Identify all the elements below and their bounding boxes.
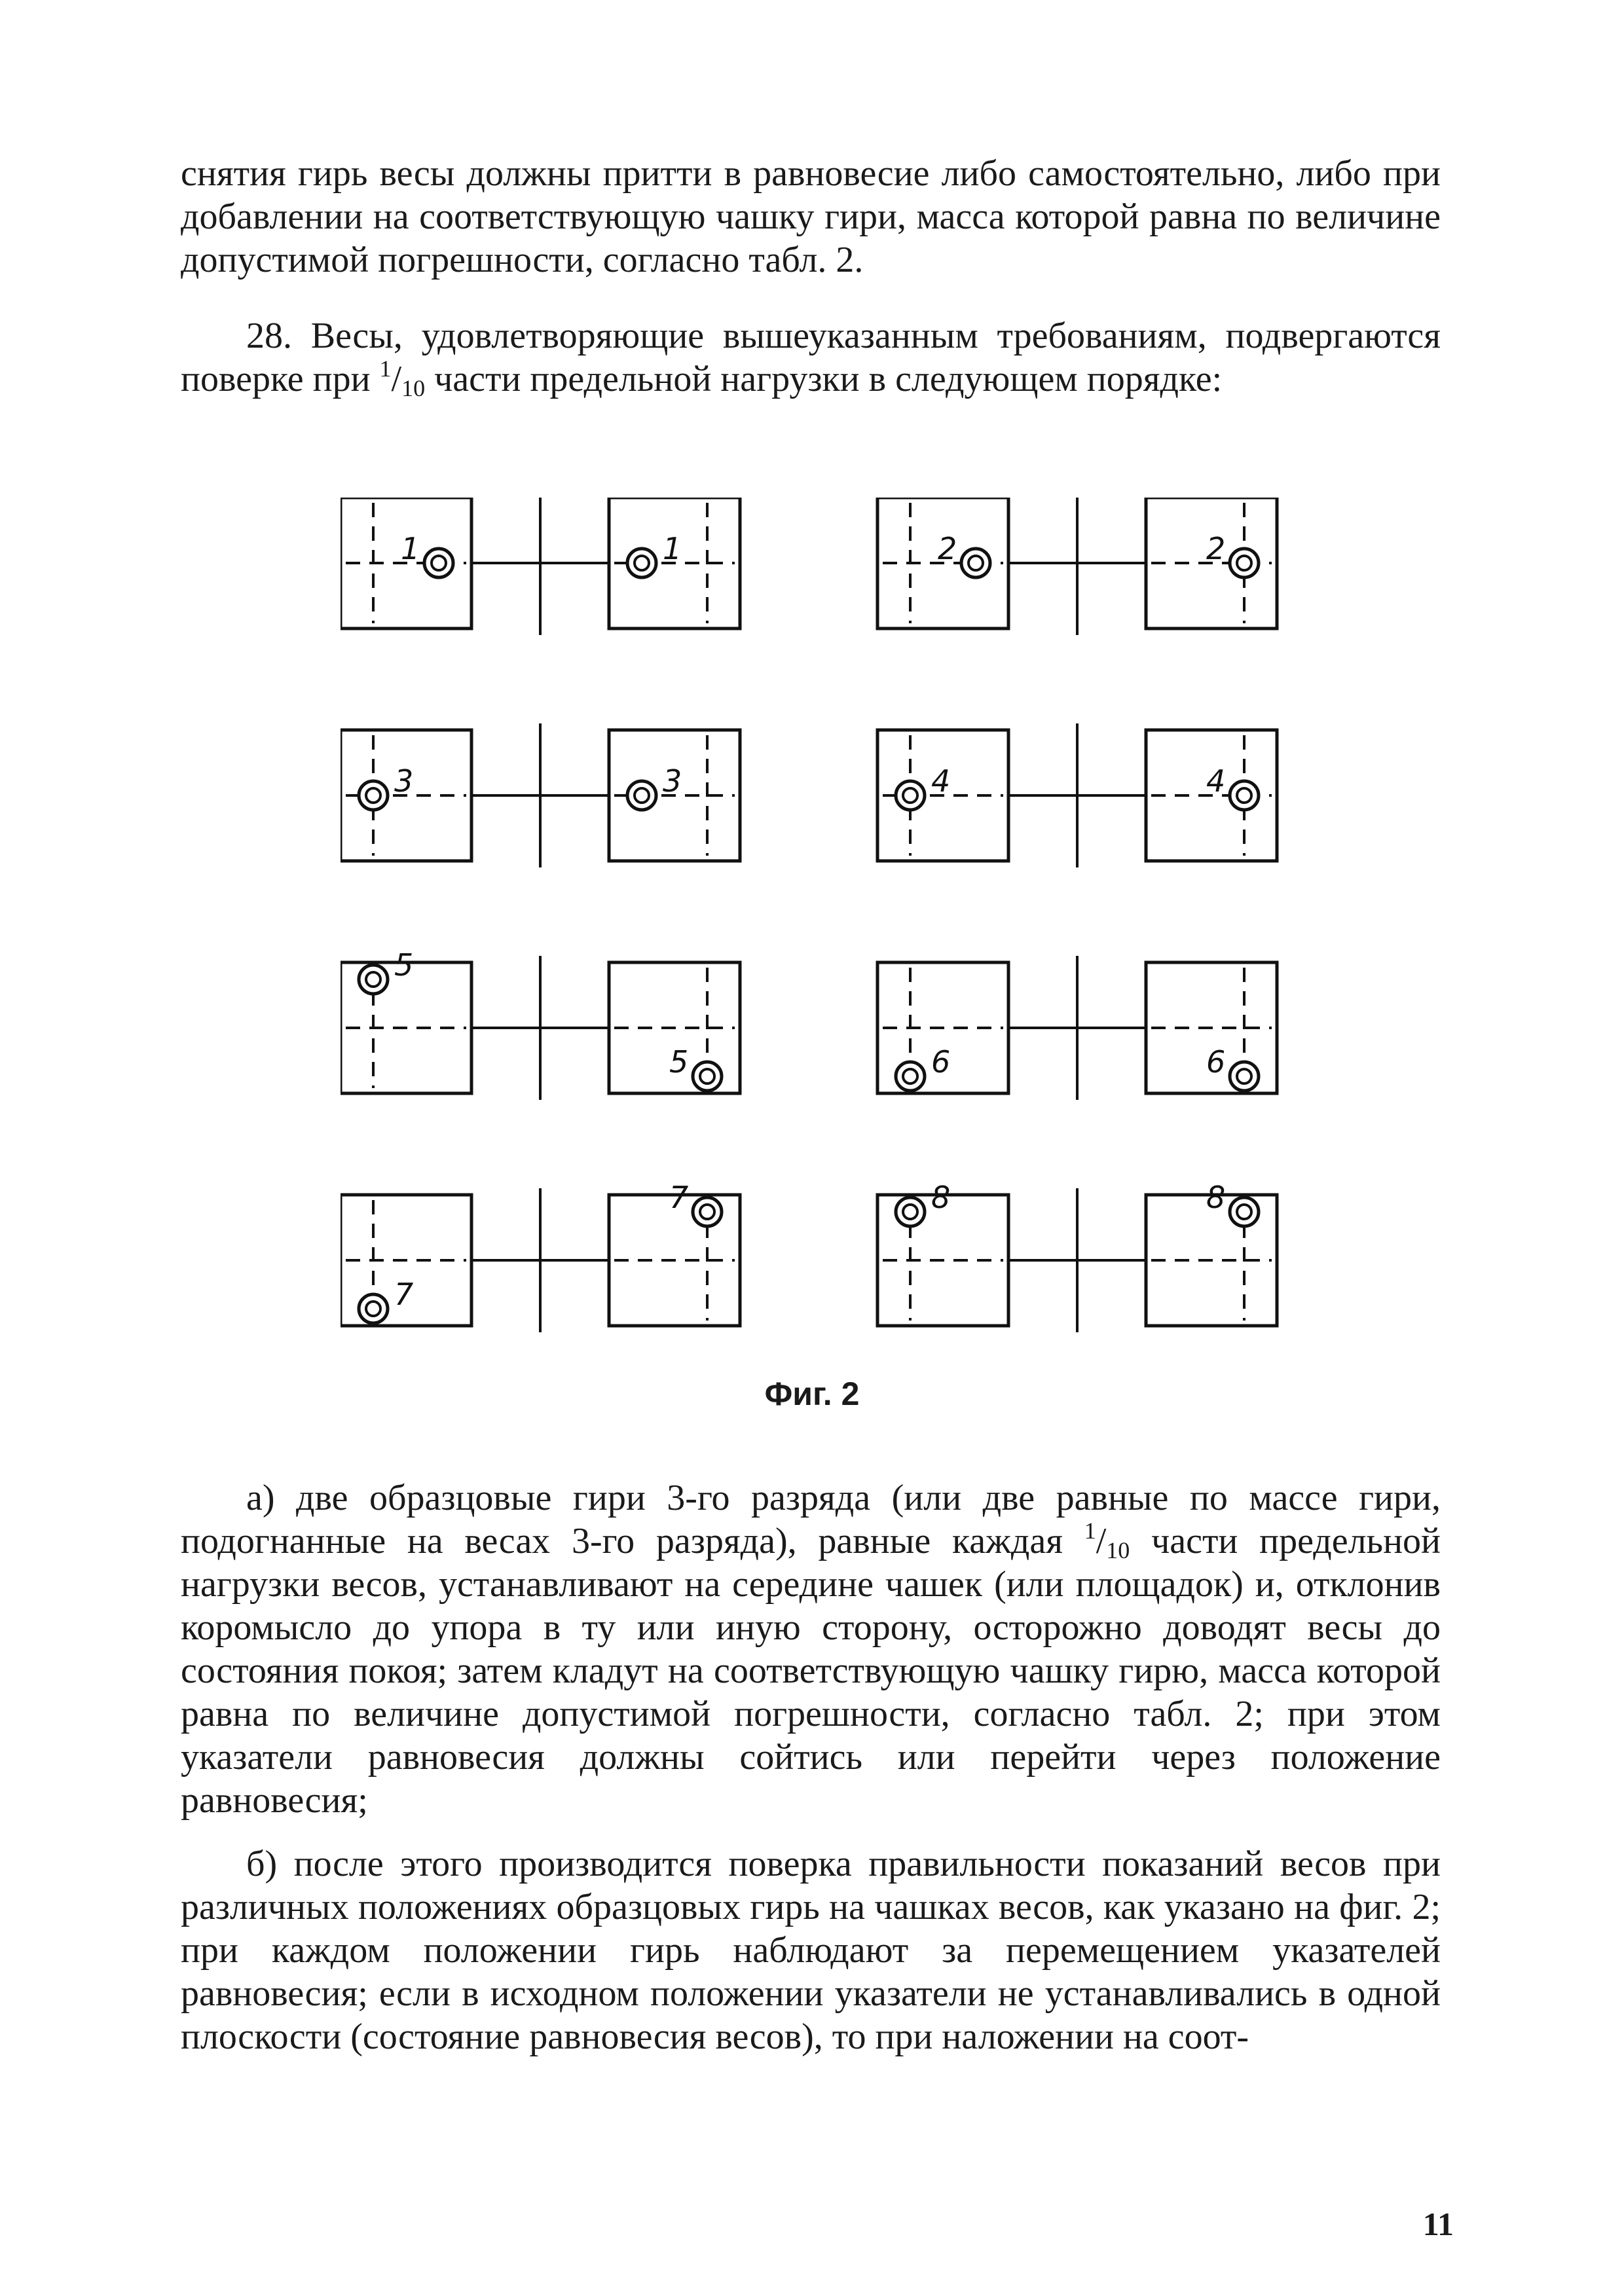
- scale-diagram: [877, 956, 1277, 1100]
- weight-label: 7: [669, 1180, 689, 1215]
- scale-diagram: [341, 498, 740, 635]
- paragraph-continuation: снятия гирь весы должны притти в равновесие либо самостоятельно, либо при добавлении на соответствующую чашку гири, масса которой равна по величине допустимой погрешности, согласно табл. 2.: [181, 153, 1441, 280]
- weight-label: 2: [938, 531, 957, 566]
- paragraph-28-text-end: части предельной нагрузки в следующем порядке:: [425, 359, 1223, 399]
- scale-diagram: [341, 1180, 740, 1332]
- fraction-numerator: 1: [379, 355, 392, 382]
- weight-marker: [359, 965, 388, 994]
- weight-label: 2: [1206, 531, 1226, 566]
- scale-diagram: [877, 1180, 1277, 1332]
- weight-marker: [424, 549, 453, 577]
- scale-diagram: [341, 723, 740, 867]
- weight-label: 1: [663, 531, 682, 566]
- weight-marker: [896, 1062, 925, 1091]
- figure-caption: Фиг. 2: [764, 1376, 860, 1412]
- paragraph-28: 28. Весы, удовлетворяющие вышеуказанным требованиям, подвергаются поверке при $^1/_{10}$ части предельной нагрузки в следующем порядке:: [181, 316, 1441, 401]
- weight-marker: [1230, 781, 1259, 810]
- paragraph-a-text-end: части предельной нагрузки весов, устанавливают на середине чашек (или площадок) и, отклонив коромысло до упора в ту или иную сторону, осторожно доводят весы до состояния покоя; затем кладут на соответствующую чашку гирю, масса которой равна по величине допустимой погрешности, согласно табл. 2; при этом указатели равновесия должны сойтись или перейти через положение равновесия;: [181, 1521, 1441, 1821]
- paragraph-b: [181, 1842, 1441, 2058]
- weight-label: 5: [669, 1044, 689, 1080]
- weight-label: 3: [394, 763, 414, 799]
- weight-marker: [359, 1294, 388, 1323]
- weight-marker: [1230, 1062, 1259, 1091]
- weight-marker: [1230, 1197, 1259, 1226]
- weight-marker: [627, 781, 656, 810]
- weight-marker: [961, 549, 990, 577]
- weight-marker: [1230, 549, 1259, 577]
- weight-label: 6: [1206, 1044, 1226, 1080]
- weight-label: 6: [931, 1044, 951, 1080]
- weight-marker: [693, 1197, 722, 1226]
- weight-label: 4: [1206, 763, 1226, 799]
- weight-label: 8: [931, 1180, 951, 1215]
- figure-2-diagrams: [341, 498, 1323, 1368]
- weight-marker: [627, 549, 656, 577]
- weight-label: 3: [663, 763, 682, 799]
- paragraph-b-text: б) после этого производится поверка правильности показаний весов при различных положениях образцовых гирь на чашках весов, как указано на фиг. 2; при каждом положении гирь наблюдают за перемещением указателей равновесия; если в исходном положении указатели не устанавливались в одной плоскости (состояние равновесия весов), то при наложении на соот-: [181, 1844, 1441, 2057]
- fraction-denominator: 10: [401, 375, 426, 401]
- weight-marker: [896, 781, 925, 810]
- scale-diagram: [877, 723, 1277, 867]
- weight-marker: [896, 1197, 925, 1226]
- weight-marker: [359, 781, 388, 810]
- scale-diagram: [341, 947, 740, 1100]
- fraction-numerator: 1: [1084, 1518, 1096, 1544]
- paragraph-a: а) две образцовые гири 3-го разряда (или две равные по массе гири, подогнанные на весах 3-го разряда), равные каждая $^1/_{10}$ части предельной нагрузки весов, устанавливают на середине чашек (или площадок) и, отклонив коромысло до упора в ту или иную сторону, осторожно доводят весы до состояния покоя; затем кладут на соответствующую чашку гирю, масса которой равна по величине допустимой погрешности, согласно табл. 2; при этом указатели равновесия должны сойтись или перейти через положение равновесия;: [181, 1478, 1441, 1821]
- fraction-denominator: 10: [1106, 1537, 1130, 1563]
- weight-label: 7: [394, 1277, 414, 1312]
- weight-label: 1: [401, 531, 420, 566]
- weight-label: 4: [931, 763, 951, 799]
- page-number: 11: [1422, 2206, 1454, 2242]
- weight-label: 8: [1206, 1180, 1226, 1215]
- weight-label: 5: [394, 947, 414, 983]
- paragraph-28-text-start: 28. Весы, удовлетворяющие вышеуказанным требованиям, подвергаются поверке при: [181, 316, 1441, 399]
- weight-marker: [693, 1062, 722, 1091]
- scale-diagram: [877, 498, 1277, 635]
- paragraph-a-text-start: а) две образцовые гири 3-го разряда (или две равные по массе гири, подогнанные на весах 3-го разряда), равные каждая: [181, 1478, 1441, 1561]
